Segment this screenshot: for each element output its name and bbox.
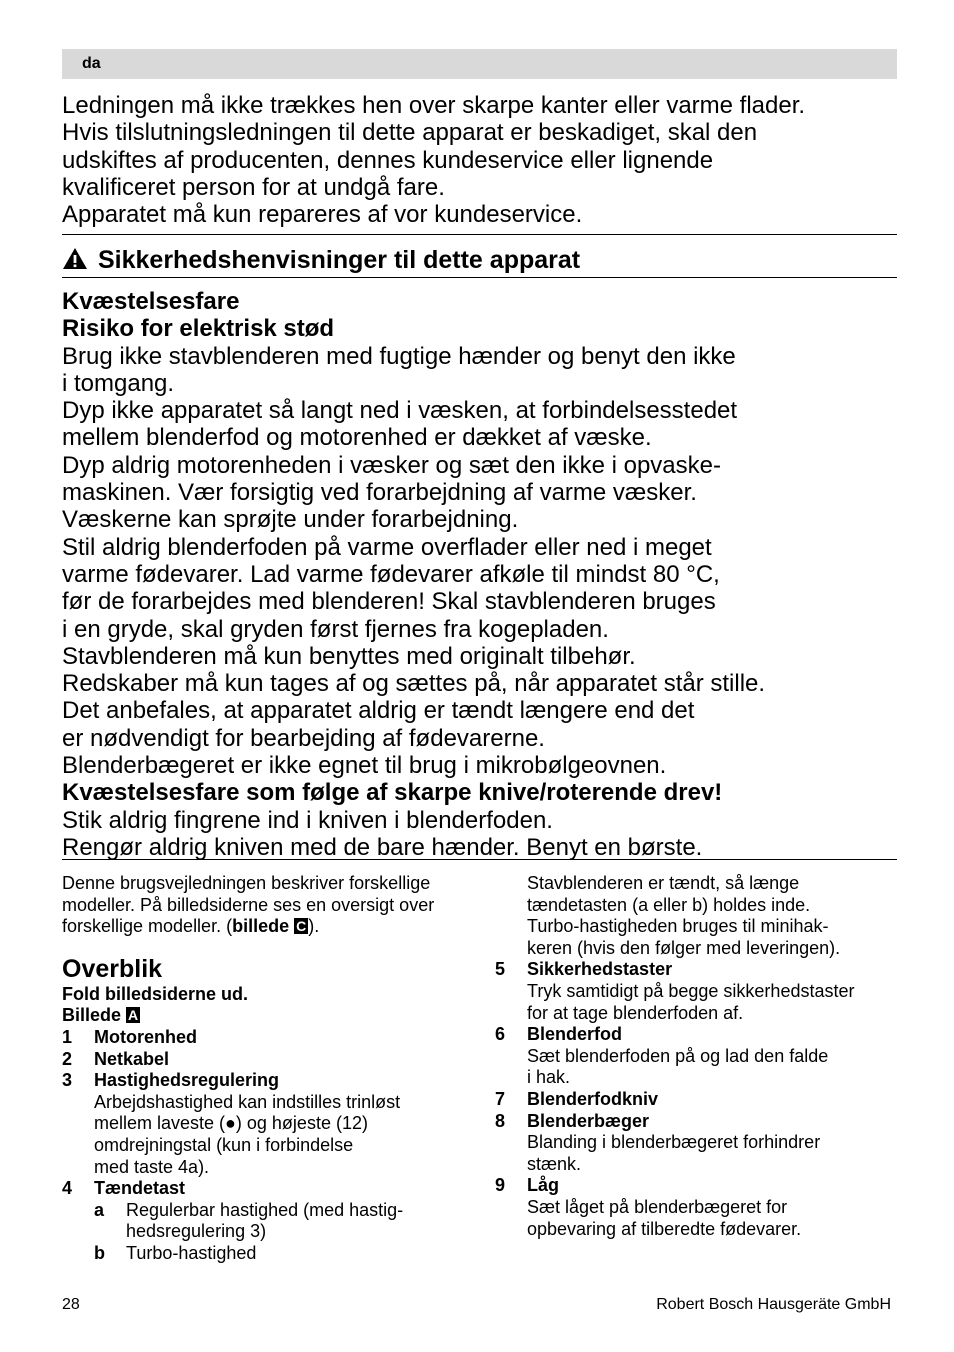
safety-heading bbox=[62, 244, 580, 276]
item-title: Låg bbox=[527, 1175, 560, 1196]
company-name: Robert Bosch Hausgeräte GmbH bbox=[656, 1296, 891, 1313]
divider bbox=[62, 234, 897, 235]
divider bbox=[62, 859, 897, 860]
sub-item-line: Regulerbar hastighed (med hastig- bbox=[126, 1199, 404, 1220]
item-body bbox=[527, 959, 854, 1024]
picture-c-badge: C bbox=[296, 918, 307, 935]
item-number: 2 bbox=[62, 1048, 73, 1069]
safety-line: Det anbefales, at apparatet aldrig er tændt længere end det bbox=[62, 697, 695, 725]
item-number: 1 bbox=[62, 1026, 73, 1047]
item-body bbox=[94, 1178, 185, 1200]
item-title: Sikkerhedstaster bbox=[527, 959, 673, 980]
intro-text bbox=[62, 92, 902, 228]
fold-out-note: Fold billedsiderne ud. bbox=[62, 983, 249, 1004]
intro-line: udskiftes af producenten, dennes kundeservice eller lignende bbox=[62, 146, 714, 174]
cont-line: keren (hvis den følger med leveringen). bbox=[527, 937, 841, 958]
desc-line: modeller. På billedsiderne ses en oversigt over bbox=[62, 894, 435, 915]
cont-line: tændetasten (a eller b) holdes inde. bbox=[527, 894, 811, 915]
warning-icon bbox=[62, 247, 88, 270]
sub-item-line: Turbo-hastighed bbox=[126, 1242, 257, 1263]
item-title: Hastighedsregulering bbox=[94, 1070, 280, 1091]
desc-ref-word: billede bbox=[232, 916, 290, 937]
overview-item bbox=[62, 1027, 482, 1049]
item-desc-line: Blanding i blenderbægeret forhindrer bbox=[527, 1132, 821, 1153]
intro-line: Hvis tilslutningsledningen til dette apparat er beskadiget, skal den bbox=[62, 119, 758, 147]
item-desc-line: i hak. bbox=[527, 1067, 571, 1088]
overview-item bbox=[495, 1111, 900, 1176]
item-number: 9 bbox=[495, 1175, 506, 1196]
item-title: Blenderfod bbox=[527, 1024, 623, 1045]
overview-item bbox=[495, 959, 900, 1024]
safety-line: mellem blenderfod og motorenhed er dækket af væske. bbox=[62, 424, 652, 452]
safety-line: Blenderbægeret er ikke egnet til brug i mikrobølgeovnen. bbox=[62, 752, 667, 780]
item-desc-line: opbevaring af tilberedte fødevarer. bbox=[527, 1218, 802, 1239]
item-number: 8 bbox=[495, 1110, 506, 1131]
overview-title: Overblik bbox=[62, 954, 163, 983]
overview-item bbox=[62, 1070, 482, 1178]
item-body bbox=[94, 1027, 197, 1049]
item-title: Blenderbæger bbox=[527, 1110, 650, 1131]
item-number: 7 bbox=[495, 1088, 506, 1109]
cont-line: Turbo-hastigheden bruges til minihak- bbox=[527, 916, 829, 937]
overview-list-left bbox=[62, 1027, 482, 1265]
picture-a-badge: A bbox=[128, 1007, 139, 1024]
sub-item bbox=[62, 1200, 482, 1243]
item-desc-line: Sæt låget på blenderbægeret for bbox=[527, 1196, 788, 1217]
sub-item-letter: b bbox=[94, 1242, 105, 1263]
sub-item-body bbox=[126, 1200, 403, 1243]
cont-line: Stavblenderen er tændt, så længe bbox=[527, 873, 800, 893]
safety-line: Dyp aldrig motorenheden i væsker og sæt den ikke i opvaske- bbox=[62, 451, 721, 479]
item-desc-line: Tryk samtidigt på begge sikkerhedstaster bbox=[527, 980, 855, 1001]
item-body bbox=[527, 1175, 801, 1240]
desc-line: forskellige modeller. (billede C ). bbox=[62, 916, 320, 937]
item-title: Blenderfodkniv bbox=[527, 1088, 659, 1109]
language-code: da bbox=[82, 55, 101, 72]
safety-line: varme fødevarer. Lad varme fødevarer afkøle til mindst 80 °C, bbox=[62, 560, 720, 588]
intro-line: Apparatet må kun repareres af vor kundeservice. bbox=[62, 201, 583, 229]
item-body bbox=[527, 1089, 658, 1111]
item-number: 6 bbox=[495, 1024, 506, 1045]
safety-line: Redskaber må kun tages af og sættes på, når apparatet står stille. bbox=[62, 670, 766, 698]
right-column bbox=[495, 873, 900, 1240]
item-desc-line: mellem laveste (●) og højeste (12) bbox=[94, 1113, 368, 1134]
safety-text bbox=[62, 288, 902, 861]
overview-item bbox=[495, 1089, 900, 1111]
item-number: 5 bbox=[495, 959, 506, 980]
desc-line: Denne brugsvejledningen beskriver forskellige bbox=[62, 873, 431, 893]
safety-line: Stik aldrig fingrene ind i kniven i blenderfoden. bbox=[62, 806, 553, 834]
left-column bbox=[62, 873, 482, 1265]
item-title: Motorenhed bbox=[94, 1026, 197, 1047]
divider bbox=[62, 277, 897, 278]
item-desc-line: Arbejdshastighed kan indstilles trinløst bbox=[94, 1091, 401, 1112]
item-body bbox=[94, 1049, 169, 1071]
safety-line: Dyp ikke apparatet så langt ned i væsken, at forbindelsesstedet bbox=[62, 397, 738, 425]
safety-line: Risiko for elektrisk stød bbox=[62, 315, 335, 343]
safety-line: i en gryde, skal gryden først fjernes fra kogepladen. bbox=[62, 615, 609, 643]
item-number: 4 bbox=[62, 1178, 73, 1199]
intro-line: Ledningen må ikke trækkes hen over skarpe kanter eller varme flader. bbox=[62, 92, 806, 119]
safety-line: Rengør aldrig kniven med de bare hænder. Benyt en børste. bbox=[62, 833, 703, 861]
safety-line: i tomgang. bbox=[62, 369, 175, 397]
sub-item-line: hedsregulering 3) bbox=[126, 1221, 267, 1242]
item-title: Tændetast bbox=[94, 1178, 186, 1199]
safety-line: er nødvendigt for bearbejding af fødevarerne. bbox=[62, 724, 545, 752]
intro-line: kvalificeret person for at undgå fare. bbox=[62, 173, 445, 201]
language-bar bbox=[62, 49, 897, 79]
safety-line: Kvæstelsesfare bbox=[62, 288, 240, 315]
safety-line: maskinen. Vær forsigtig ved forarbejdning af varme væsker. bbox=[62, 479, 697, 507]
item-body bbox=[94, 1070, 400, 1178]
sub-item-body bbox=[126, 1243, 256, 1265]
sub-item-letter: a bbox=[94, 1199, 105, 1220]
picture-ref: Billede A bbox=[62, 1005, 139, 1026]
safety-title: Sikkerhedshenvisninger til dette apparat bbox=[98, 246, 581, 274]
sub-item bbox=[62, 1243, 482, 1265]
item-body bbox=[527, 1111, 820, 1176]
page-number: 28 bbox=[62, 1296, 80, 1313]
item-desc-line: omdrejningstal (kun i forbindelse bbox=[94, 1134, 354, 1155]
item-desc-line: Sæt blenderfoden på og lad den falde bbox=[527, 1045, 829, 1066]
overview-item bbox=[495, 1024, 900, 1089]
item-number: 3 bbox=[62, 1070, 73, 1091]
safety-line: Brug ikke stavblenderen med fugtige hænder og benyt den ikke bbox=[62, 342, 736, 370]
safety-line: før de forarbejdes med blenderen! Skal stavblenderen bruges bbox=[62, 588, 716, 616]
continued-text bbox=[495, 873, 900, 959]
safety-line: Kvæstelsesfare som følge af skarpe knive/roterende drev! bbox=[62, 779, 723, 807]
item-title: Netkabel bbox=[94, 1048, 170, 1069]
overview-item bbox=[62, 1049, 482, 1071]
item-desc-line: stænk. bbox=[527, 1153, 582, 1174]
safety-line: Væskerne kan sprøjte under forarbejdning. bbox=[62, 506, 519, 534]
overview-item bbox=[495, 1175, 900, 1240]
overview-list-right bbox=[495, 959, 900, 1240]
safety-line: Stavblenderen må kun benyttes med originalt tilbehør. bbox=[62, 642, 636, 670]
safety-line: Stil aldrig blenderfoden på varme overflader eller ned i meget bbox=[62, 533, 712, 561]
item-desc-line: med taste 4a). bbox=[94, 1156, 210, 1177]
item-desc-line: for at tage blenderfoden af. bbox=[527, 1002, 744, 1023]
item-body bbox=[527, 1024, 828, 1089]
overview-item bbox=[62, 1178, 482, 1200]
